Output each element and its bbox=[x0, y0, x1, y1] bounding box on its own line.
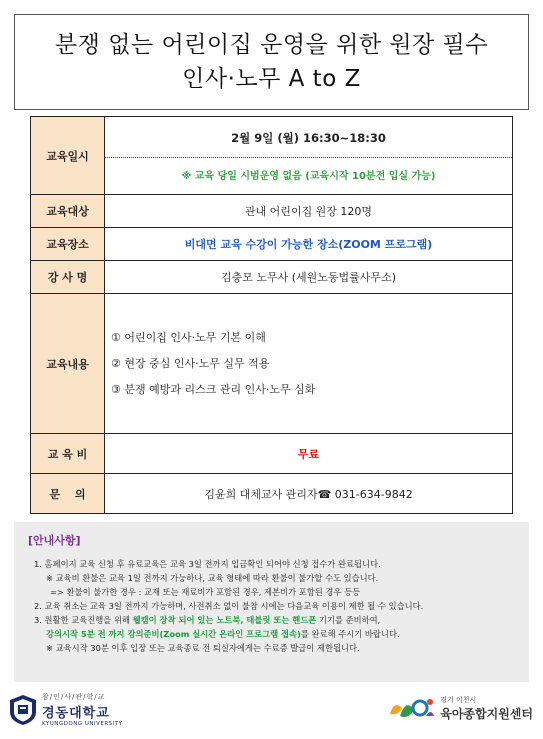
schedule-notice: ※ 교육 당일 시범운영 없음 (교육시작 10분전 입실 가능) bbox=[181, 171, 436, 182]
label-schedule: 교육일시 bbox=[31, 117, 105, 195]
page-title-line2: 인사·노무 A to Z bbox=[182, 66, 361, 92]
guide-line-3: => 환불이 불가한 경우 : 교재 또는 재료비가 포함된 경우, 제본비가 포함된 경우 등등 bbox=[50, 587, 361, 597]
guide-line-5-c: 기기를 준비하여, bbox=[316, 615, 381, 625]
content-item-2: ② 현장 중심 인사·노무 실무 적용 bbox=[111, 356, 270, 370]
kyungdong-university-logo bbox=[8, 692, 123, 727]
row-schedule bbox=[31, 117, 513, 195]
center-region: 경기 이천시 bbox=[440, 695, 477, 704]
value-target: 관내 어린이집 원장 120명 bbox=[105, 195, 513, 228]
content-item-1: ① 어린이집 인사·노무 기본 이해 bbox=[111, 330, 266, 344]
value-fee: 무료 bbox=[105, 434, 513, 474]
guide-line-5 bbox=[28, 613, 519, 627]
guide-line-5-b: 웹캠이 장착 되어 있는 노트북, 태블릿 또는 핸드폰 bbox=[132, 615, 317, 625]
guide-line-4: 2. 교육 취소는 교육 3일 전까지 가능하며, 사전취소 없이 불참 시에는 다음교육 이용이 제한 될 수 있습니다. bbox=[34, 601, 424, 611]
page-title-line1: 분쟁 없는 어린이집 운영을 위한 원장 필수 bbox=[54, 32, 489, 58]
label-instructor: 강 사 명 bbox=[31, 261, 105, 294]
label-contact: 문 의 bbox=[31, 474, 105, 514]
label-target: 교육대상 bbox=[31, 195, 105, 228]
guide-line-6 bbox=[28, 627, 519, 641]
guide-title: [안내사항] bbox=[28, 534, 81, 547]
guide-line-6-b: 를 완료해 주시기 바랍니다. bbox=[300, 629, 400, 639]
university-name: 경동대학교 bbox=[42, 706, 110, 721]
guide-line-7: ※ 교육시작 30분 이후 입장 또는 교육종료 전 퇴실자에게는 수료증 발급이 제한됩니다. bbox=[46, 643, 360, 653]
guide-box bbox=[14, 522, 529, 682]
row-target bbox=[31, 195, 513, 228]
guide-line-1: 1. 홈페이지 교육 신청 후 유료교육은 교육 3일 전까지 입금확인 되어야 신청 접수가 완료됩니다. bbox=[34, 559, 381, 569]
guide-line-5-a: 3. 원활한 교육진행을 위해 bbox=[34, 615, 133, 625]
info-table bbox=[30, 116, 513, 514]
value-content bbox=[105, 294, 513, 434]
university-motto: 참/인/사/관/학/교 bbox=[42, 693, 106, 701]
title-box bbox=[14, 14, 529, 110]
center-name: 육아종합지원센터 bbox=[440, 706, 533, 721]
university-name-eng: KYUNGDONG UNIVERSITY bbox=[42, 721, 123, 727]
row-place bbox=[31, 228, 513, 261]
value-schedule bbox=[105, 117, 513, 195]
row-instructor bbox=[31, 261, 513, 294]
row-fee bbox=[31, 434, 513, 474]
content-list bbox=[105, 325, 512, 403]
label-content: 교육내용 bbox=[31, 294, 105, 434]
content-item-3: ③ 분쟁 예방과 리스크 관리 인사·노무 심화 bbox=[111, 382, 316, 396]
value-instructor: 김충모 노무사 (세원노동법률사무소) bbox=[105, 261, 513, 294]
value-contact: 김윤희 대체교사 관리자☎ 031-634-9842 bbox=[105, 474, 513, 514]
value-place: 비대면 교육 수강이 가능한 장소(ZOOM 프로그램) bbox=[105, 228, 513, 261]
guide-line-6-a: 강의시작 5분 전 까지 강의준비(Zoom 실시간 온라인 프로그램 접속) bbox=[46, 629, 301, 639]
schedule-date: 2월 9일 (월) 16:30~18:30 bbox=[105, 120, 512, 158]
label-fee: 교 육 비 bbox=[31, 434, 105, 474]
label-place: 교육장소 bbox=[31, 228, 105, 261]
childcare-center-logo bbox=[386, 694, 533, 722]
childcare-center-mark-icon bbox=[386, 694, 436, 722]
university-seal-icon bbox=[8, 694, 38, 726]
guide-line-2: ※ 교육비 환불은 교육 1일 전까지 가능하나, 교육 형태에 따라 환불이 불가할 수도 있습니다. bbox=[46, 573, 379, 583]
row-contact bbox=[31, 474, 513, 514]
row-content bbox=[31, 294, 513, 434]
